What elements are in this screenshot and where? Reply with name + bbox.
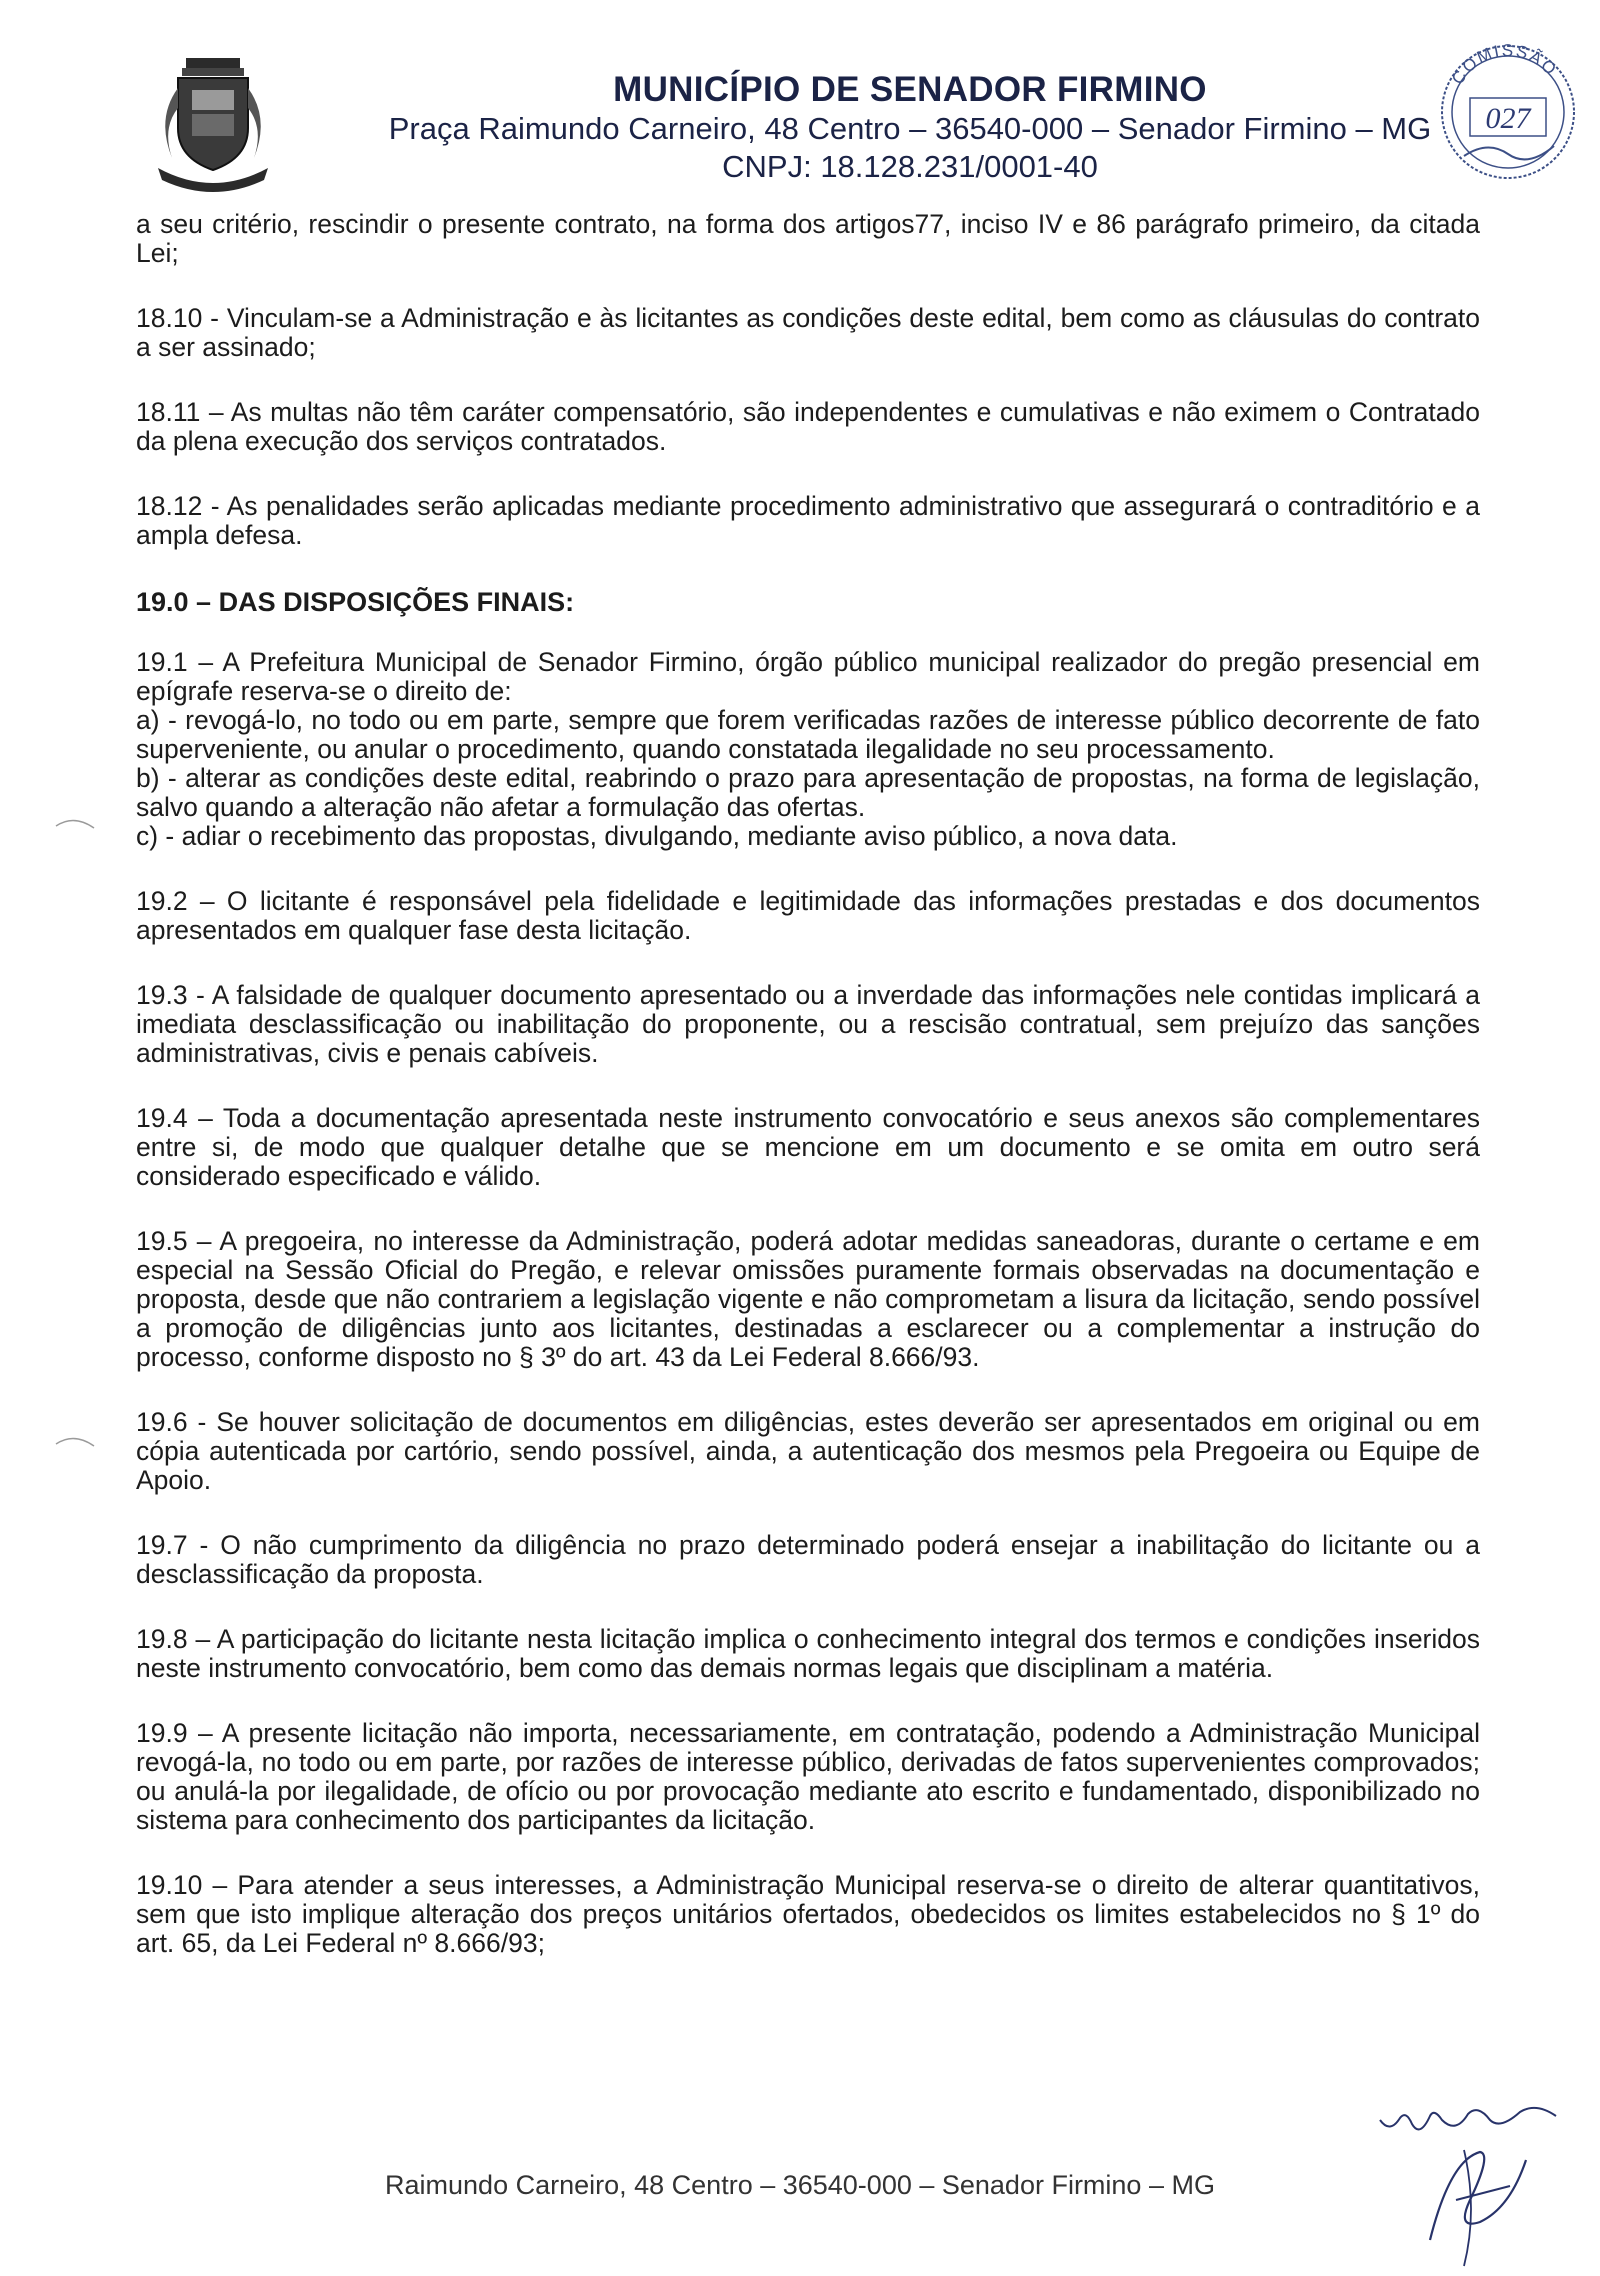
stamp-text: COMISSÃO xyxy=(1447,40,1562,88)
paragraph-19-10: 19.10 – Para atender a seus interesses, a Administração Municipal reserva-se o direito de alterar quantitativos, sem que isto implique alteração dos preços unitários ofertados, obedecidos os limites estabelecidos no § 1º do art. 65, da Lei Federal nº 8.666/93; xyxy=(136,1870,1480,1958)
paragraph-18-11: 18.11 – As multas não têm caráter compensatório, são independentes e cumulativas e não eximem o Contratado da plena execução dos serviços contratados. xyxy=(136,397,1480,456)
paragraph-19-7: 19.7 - O não cumprimento da diligência no prazo determinado poderá ensejar a inabilitação do licitante ou a desclassificação da proposta. xyxy=(136,1530,1480,1589)
footer-address: Raimundo Carneiro, 48 Centro – 36540-000 – Senador Firmino – MG xyxy=(385,2170,1215,2200)
municipality-address: Praça Raimundo Carneiro, 48 Centro – 36540-000 – Senador Firmino – MG xyxy=(388,111,1432,146)
paragraph-19-1-b: b) - alterar as condições deste edital, reabrindo o prazo para apresentação de propostas, na forma de legislação, salvo quando a alteração não afetar a formulação das ofertas. xyxy=(136,763,1480,822)
paragraph-19-1-a: a) - revogá-lo, no todo ou em parte, sempre que forem verificadas razões de interesse público decorrente de fato superveniente, ou anular o procedimento, quando constatada ilegalidade no seu processamento. xyxy=(136,705,1480,764)
paragraph-19-4: 19.4 – Toda a documentação apresentada neste instrumento convocatório e seus anexos são complementares entre si, de modo que qualquer detalhe que se mencione em um documento e se omita em outro será considerado especificado e válido. xyxy=(136,1103,1480,1191)
letterhead xyxy=(380,70,1440,186)
paragraph-19-6: 19.6 - Se houver solicitação de documentos em diligências, estes deverão ser apresentados em original ou em cópia autenticada por cartório, sendo possível, ainda, a autenticação dos mesmos pela Pregoeira ou Equipe de Apoio. xyxy=(136,1407,1480,1495)
section-19-title: 19.0 – DAS DISPOSIÇÕES FINAIS: xyxy=(136,587,575,617)
margin-mark xyxy=(54,1430,98,1452)
paragraph-19-8: 19.8 – A participação do licitante nesta licitação implica o conhecimento integral dos termos e condições inseridos neste instrumento convocatório, bem como das demais normas legais que disciplinam a matéria. xyxy=(136,1624,1480,1683)
paragraph-19-1-intro: 19.1 – A Prefeitura Municipal de Senador Firmino, órgão público municipal realizador do pregão presencial em epígrafe reserva-se o direito de: xyxy=(136,647,1480,706)
paragraph-19-9: 19.9 – A presente licitação não importa, necessariamente, em contratação, podendo a Administração Municipal revogá-la, no todo ou em parte, por razões de interesse público, derivadas de fatos supervenientes comprovados; ou anulá-la por ilegalidade, de ofício ou por provocação mediante ato escrito e fundamentado, disponibilizado no sistema para conhecimento dos participantes da licitação. xyxy=(136,1718,1480,1835)
paragraph-19-1-c: c) - adiar o recebimento das propostas, divulgando, mediante aviso público, a nova data. xyxy=(136,821,1178,851)
paragraph-18-9-cont: a seu critério, rescindir o presente contrato, na forma dos artigos77, inciso IV e 86 parágrafo primeiro, da citada Lei; xyxy=(136,209,1480,268)
paragraph-19-1 xyxy=(136,648,1480,851)
handwritten-signature xyxy=(1360,2090,1570,2270)
margin-mark xyxy=(54,812,98,834)
commission-stamp xyxy=(1428,28,1588,203)
paragraph-19-3: 19.3 - A falsidade de qualquer documento apresentado ou a inverdade das informações nele contidas implicará a imediata desclassificação ou inabilitação do proponente, ou a rescisão contratual, sem prejuízo das sanções administrativas, civis e penais cabíveis. xyxy=(136,980,1480,1068)
municipality-cnpj: CNPJ: 18.128.231/0001-40 xyxy=(722,149,1098,184)
paragraph-19-2: 19.2 – O licitante é responsável pela fidelidade e legitimidade das informações prestadas e dos documentos apresentados em qualquer fase desta licitação. xyxy=(136,886,1480,945)
municipality-title: MUNICÍPIO DE SENADOR FIRMINO xyxy=(613,70,1207,109)
stamp-number: 027 xyxy=(1485,102,1531,135)
municipal-crest-icon xyxy=(148,58,278,198)
paragraph-18-10: 18.10 - Vinculam-se a Administração e às licitantes as condições deste edital, bem como as cláusulas do contrato a ser assinado; xyxy=(136,303,1480,362)
svg-text:COMISSÃO xyxy=(1448,41,1561,88)
paragraph-19-5: 19.5 – A pregoeira, no interesse da Administração, poderá adotar medidas saneadoras, durante o certame e em especial na Sessão Oficial do Pregão, e relevar omissões puramente formais observadas na documentação e proposta, desde que não contrariem a legislação vigente e não comprometam a lisura da licitação, sendo possível a promoção de diligências junto aos licitantes, destinadas a esclarecer ou a complementar a instrução do processo, conforme disposto no § 3º do art. 43 da Lei Federal 8.666/93. xyxy=(136,1226,1480,1372)
paragraph-18-12: 18.12 - As penalidades serão aplicadas mediante procedimento administrativo que assegurará o contraditório e a ampla defesa. xyxy=(136,491,1480,550)
document-body xyxy=(136,210,1480,1994)
